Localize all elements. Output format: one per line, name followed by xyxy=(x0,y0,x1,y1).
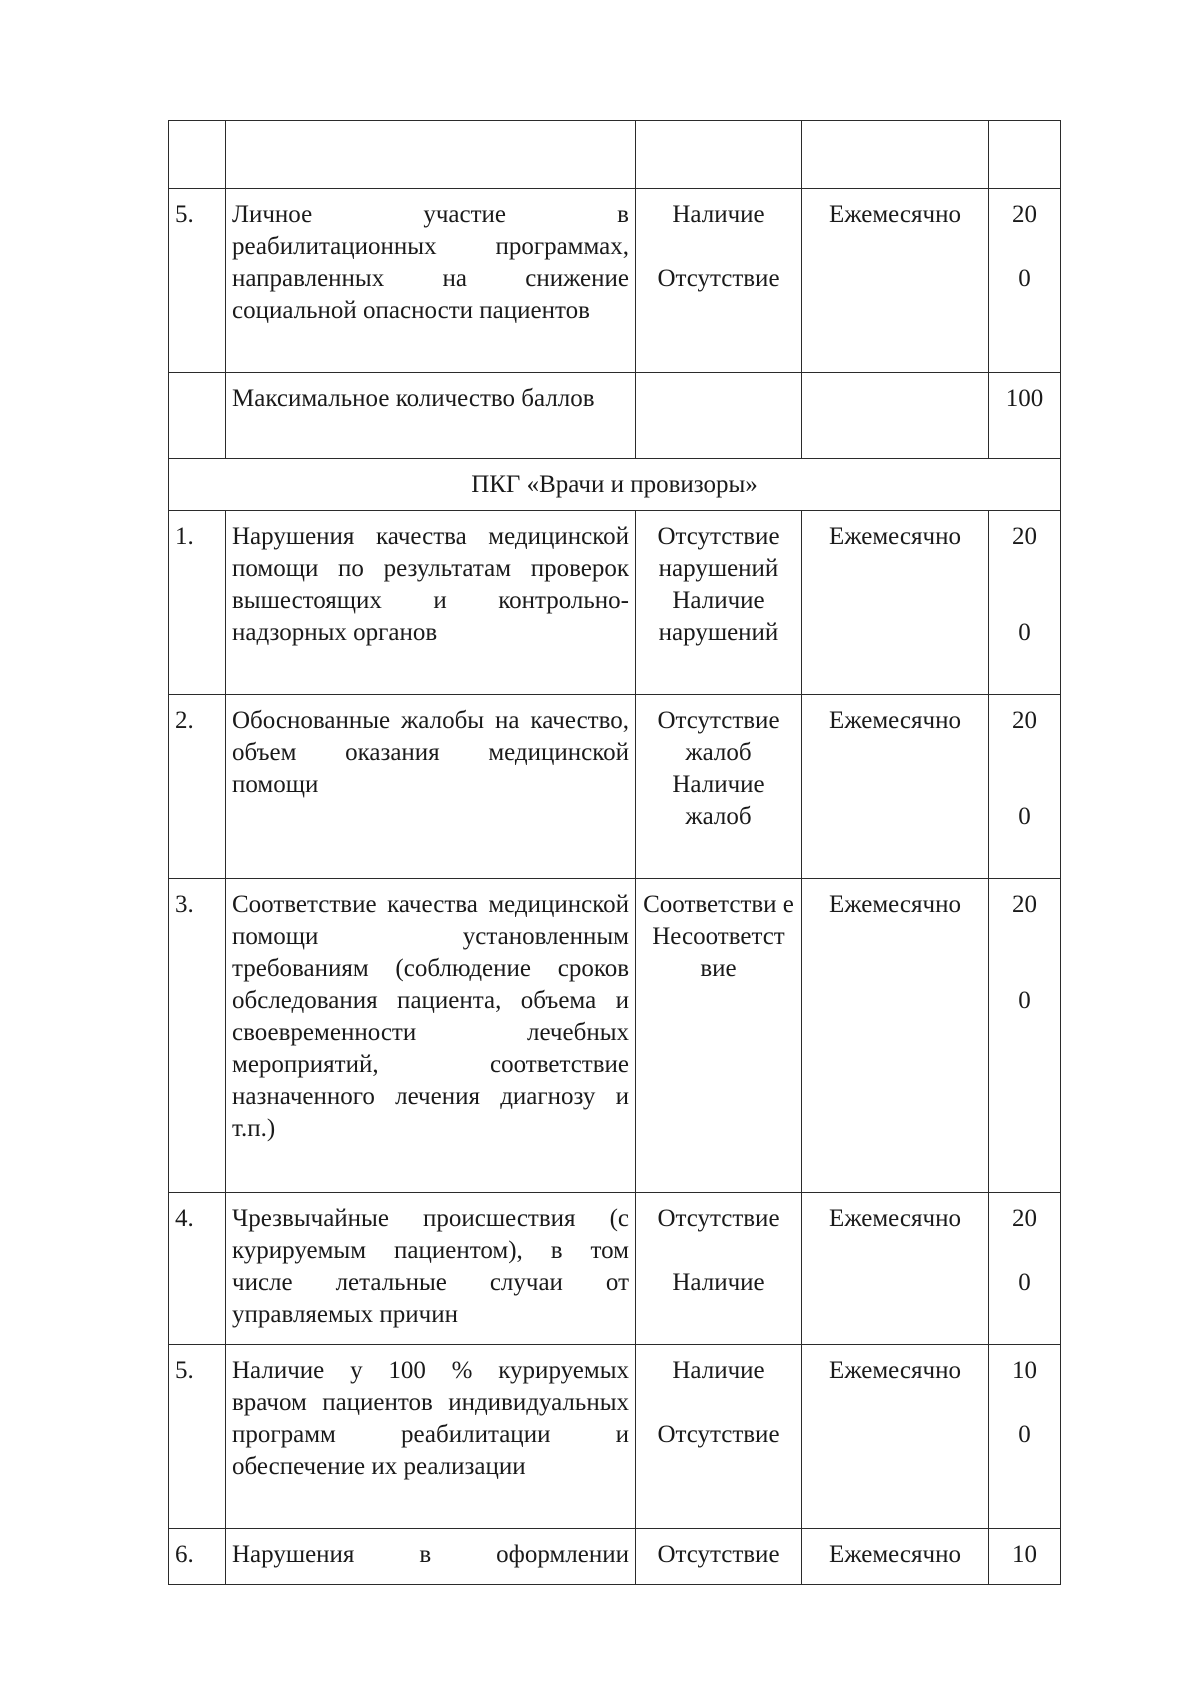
criterion-values xyxy=(636,1529,802,1585)
row-number: 4. xyxy=(169,1193,226,1345)
row-number: 6. xyxy=(169,1529,226,1585)
points-2: 0 xyxy=(1018,803,1031,830)
value-1: Наличие xyxy=(672,1357,765,1384)
cell-empty xyxy=(226,121,636,189)
value-2: Отсутствие xyxy=(657,1421,780,1448)
points-1: 20 xyxy=(1012,707,1037,734)
points-2: 0 xyxy=(1018,987,1031,1014)
group-header-row xyxy=(169,459,1061,511)
table-row xyxy=(169,511,1061,695)
period: Ежемесячно xyxy=(802,879,989,1193)
table-row-empty xyxy=(169,121,1061,189)
criterion-values xyxy=(636,879,802,1193)
group-header: ПКГ «Врачи и провизоры» xyxy=(169,459,1061,511)
points-2: 0 xyxy=(1018,619,1031,646)
points xyxy=(989,511,1061,695)
cell-empty xyxy=(169,121,226,189)
criterion-name: Чрезвычайные происшествия (с курируемым пациентом), в том числе летальные случаи от управляемых причин xyxy=(226,1193,636,1345)
criterion-values xyxy=(636,189,802,373)
value-2: Несоответст вие xyxy=(652,923,785,982)
table-row xyxy=(169,695,1061,879)
period: Ежемесячно xyxy=(802,189,989,373)
criterion-name: Личное участие в реабилитационных программах, направленных на снижение социальной опасности пациентов xyxy=(226,189,636,373)
value-1: Отсутствие нарушений xyxy=(657,523,780,582)
points-1: 20 xyxy=(1012,1205,1037,1232)
table-row xyxy=(169,189,1061,373)
value-1: Отсутствие жалоб xyxy=(657,707,780,766)
points-1: 20 xyxy=(1012,201,1037,228)
criterion-values xyxy=(636,511,802,695)
period: Ежемесячно xyxy=(802,695,989,879)
points-1: 20 xyxy=(1012,523,1037,550)
criterion-name: Нарушения качества медицинской помощи по результатам проверок вышестоящих и контрольно-надзорных органов xyxy=(226,511,636,695)
table-row xyxy=(169,879,1061,1193)
row-number: 1. xyxy=(169,511,226,695)
period: Ежемесячно xyxy=(802,511,989,695)
value-2: Отсутствие xyxy=(657,265,780,292)
period: Ежемесячно xyxy=(802,1529,989,1585)
value-1: Отсутствие xyxy=(657,1205,780,1232)
criterion-name: Наличие у 100 % курируемых врачом пациентов индивидуальных программ реабилитации и обеспечение их реализации xyxy=(226,1345,636,1529)
table-row-total xyxy=(169,373,1061,459)
points xyxy=(989,189,1061,373)
period: Ежемесячно xyxy=(802,1345,989,1529)
criterion-values xyxy=(636,695,802,879)
points xyxy=(989,879,1061,1193)
value-1: Соответстви е xyxy=(643,891,794,918)
points-2: 0 xyxy=(1018,265,1031,292)
points xyxy=(989,1529,1061,1585)
points-1: 20 xyxy=(1012,891,1037,918)
value-1: Отсутствие xyxy=(657,1541,780,1568)
row-number: 3. xyxy=(169,879,226,1193)
cell-empty xyxy=(802,121,989,189)
value-2: Наличие xyxy=(672,1269,765,1296)
value-1: Наличие xyxy=(672,201,765,228)
criterion-values xyxy=(636,1193,802,1345)
value-2: Наличие нарушений xyxy=(658,587,779,646)
criterion-values xyxy=(636,373,802,459)
points xyxy=(989,1345,1061,1529)
criterion-name: Нарушения в оформлении xyxy=(226,1529,636,1585)
cell-empty xyxy=(989,121,1061,189)
criterion-name: Обоснованные жалобы на качество, объем оказания медицинской помощи xyxy=(226,695,636,879)
points-1: 10 xyxy=(1012,1541,1037,1568)
value-2: Наличие жалоб xyxy=(672,771,765,830)
criterion-values xyxy=(636,1345,802,1529)
points xyxy=(989,1193,1061,1345)
criterion-name: Максимальное количество баллов xyxy=(226,373,636,459)
points-total: 100 xyxy=(989,373,1061,459)
period xyxy=(802,373,989,459)
row-number: 5. xyxy=(169,189,226,373)
criterion-name: Соответствие качества медицинской помощи установленным требованиям (соблюдение сроков обследования пациента, объема и своевременности лечебных мероприятий, соответствие назначенного лечения диагнозу и т.п.) xyxy=(226,879,636,1193)
criteria-table xyxy=(168,120,1061,1585)
points-2: 0 xyxy=(1018,1421,1031,1448)
table-row xyxy=(169,1193,1061,1345)
points-1: 10 xyxy=(1012,1357,1037,1384)
period: Ежемесячно xyxy=(802,1193,989,1345)
row-number: 2. xyxy=(169,695,226,879)
cell-empty xyxy=(636,121,802,189)
points-2: 0 xyxy=(1018,1269,1031,1296)
row-number xyxy=(169,373,226,459)
table-row xyxy=(169,1345,1061,1529)
row-number: 5. xyxy=(169,1345,226,1529)
points xyxy=(989,695,1061,879)
table-row xyxy=(169,1529,1061,1585)
